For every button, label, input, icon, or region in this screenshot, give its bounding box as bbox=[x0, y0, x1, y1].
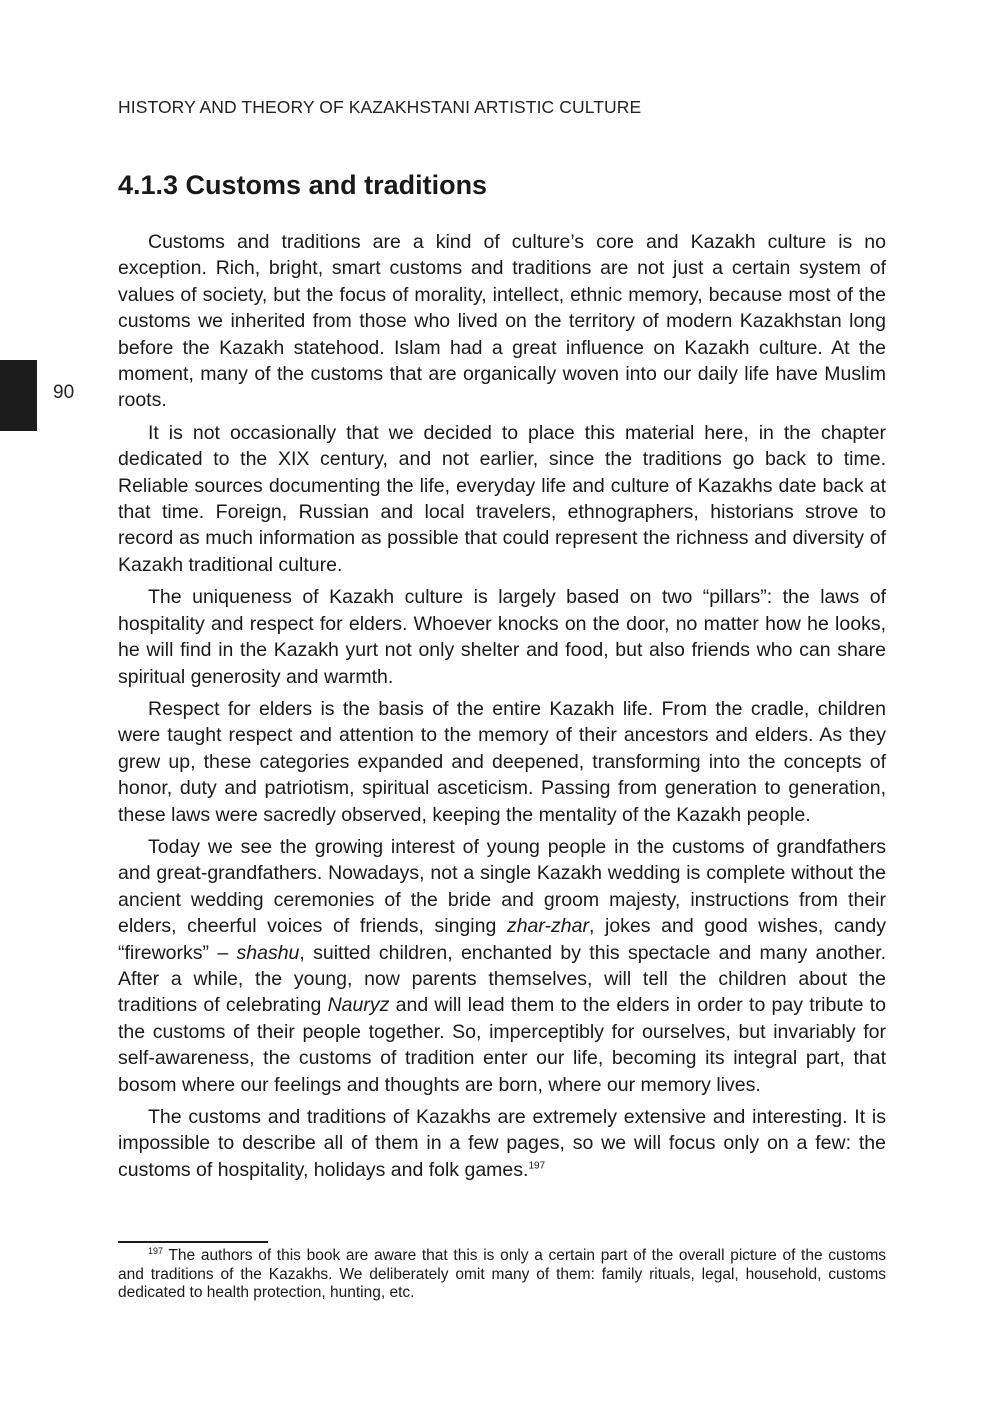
term-shashu: shashu bbox=[236, 941, 300, 964]
page-number: 90 bbox=[53, 382, 75, 403]
paragraph-5-text: Today we see the growing interest of young people in the customs of grandfathers and great-grandfathers. Nowadays, not a single Kazakh wedding is complete without the ancient wedding ceremonies of the bride and groom majesty, instructions from their elders, cheerful voices of friends, singing bbox=[118, 835, 886, 938]
paragraph-5-text: and will lead them to the elders in order to pay tribute to the customs of their people together. So, imperceptibly for ourselves, but invariably for self-awareness, the customs of tradition enter our life, becoming its integral part, that bosom where our feelings and thoughts are born, where our memory lives. bbox=[118, 994, 886, 1096]
footnote-reference[interactable]: 197 bbox=[528, 1160, 546, 1172]
footnote-text: The authors of this book are aware that this is only a certain part of the overall picture of the customs and traditions of the Kazakhs. We deliberately omit many of them: family rituals, legal, household, customs dedicated to health protection, hunting, etc. bbox=[118, 1247, 886, 1301]
paragraph-4: Respect for elders is the basis of the entire Kazakh life. From the cradle, children were taught respect and attention to the memory of their ancestors and elders. As they grew up, these categories expanded and deepened, transforming into the concepts of honor, duty and patriotism, spiritual asceticism. Passing from generation to generation, these laws were sacredly observed, keeping the mentality of the Kazakh people. bbox=[118, 697, 886, 826]
paragraph-6 bbox=[118, 1104, 886, 1183]
paragraph-5-text: , suitted children, enchanted by this spectacle and many another. After a while, the young, now parents themselves, will tell the children about the traditions of celebrating bbox=[118, 941, 886, 1017]
term-zhar-zhar: zhar-zhar bbox=[506, 915, 589, 938]
footnote-number: 197 bbox=[148, 1245, 164, 1256]
section-title: 4.1.3 Customs and traditions bbox=[118, 170, 488, 200]
footnote bbox=[118, 1247, 886, 1303]
paragraph-5 bbox=[118, 834, 886, 1098]
running-header: HISTORY AND THEORY OF KAZAKHSTANI ARTISTIC CULTURE bbox=[118, 97, 642, 117]
body-text bbox=[118, 229, 886, 1189]
chapter-thumb-tab bbox=[0, 360, 37, 431]
paragraph-6-text: The customs and traditions of Kazakhs are extremely extensive and interesting. It is impossible to describe all of them in a few pages, so we will focus only on a few: the customs of hospitality, holidays and folk games. bbox=[118, 1106, 886, 1181]
paragraph-2: It is not occasionally that we decided to place this material here, in the chapter dedicated to the XIX century, and not earlier, since the traditions go back to time. Reliable sources documenting the life, everyday life and culture of Kazakhs date back at that time. Foreign, Russian and local travelers, ethnographers, historians strove to record as much information as possible that could represent the richness and diversity of Kazakh traditional culture. bbox=[118, 421, 886, 576]
paragraph-1: Customs and traditions are a kind of culture’s core and Kazakh culture is no exception. Rich, bright, smart customs and traditions are not just a certain system of values of society, but the focus of morality, intellect, ethnic memory, because most of the customs we inherited from those who lived on the territory of modern Kazakhstan long before the Kazakh statehood. Islam had a great influence on Kazakh culture. At the moment, many of the customs that are organically woven into our daily life have Muslim roots. bbox=[118, 231, 886, 412]
paragraph-5-text: , jokes and good wishes, candy “fireworks” – bbox=[118, 915, 886, 964]
term-nauryz: Nauryz bbox=[327, 994, 390, 1017]
paragraph-3: The uniqueness of Kazakh culture is largely based on two “pillars”: the laws of hospitality and respect for elders. Whoever knocks on the door, no matter how he looks, he will find in the Kazakh yurt not only shelter and food, but also friends who can share spiritual generosity and warmth. bbox=[118, 586, 886, 688]
footnote-divider bbox=[118, 1241, 268, 1243]
